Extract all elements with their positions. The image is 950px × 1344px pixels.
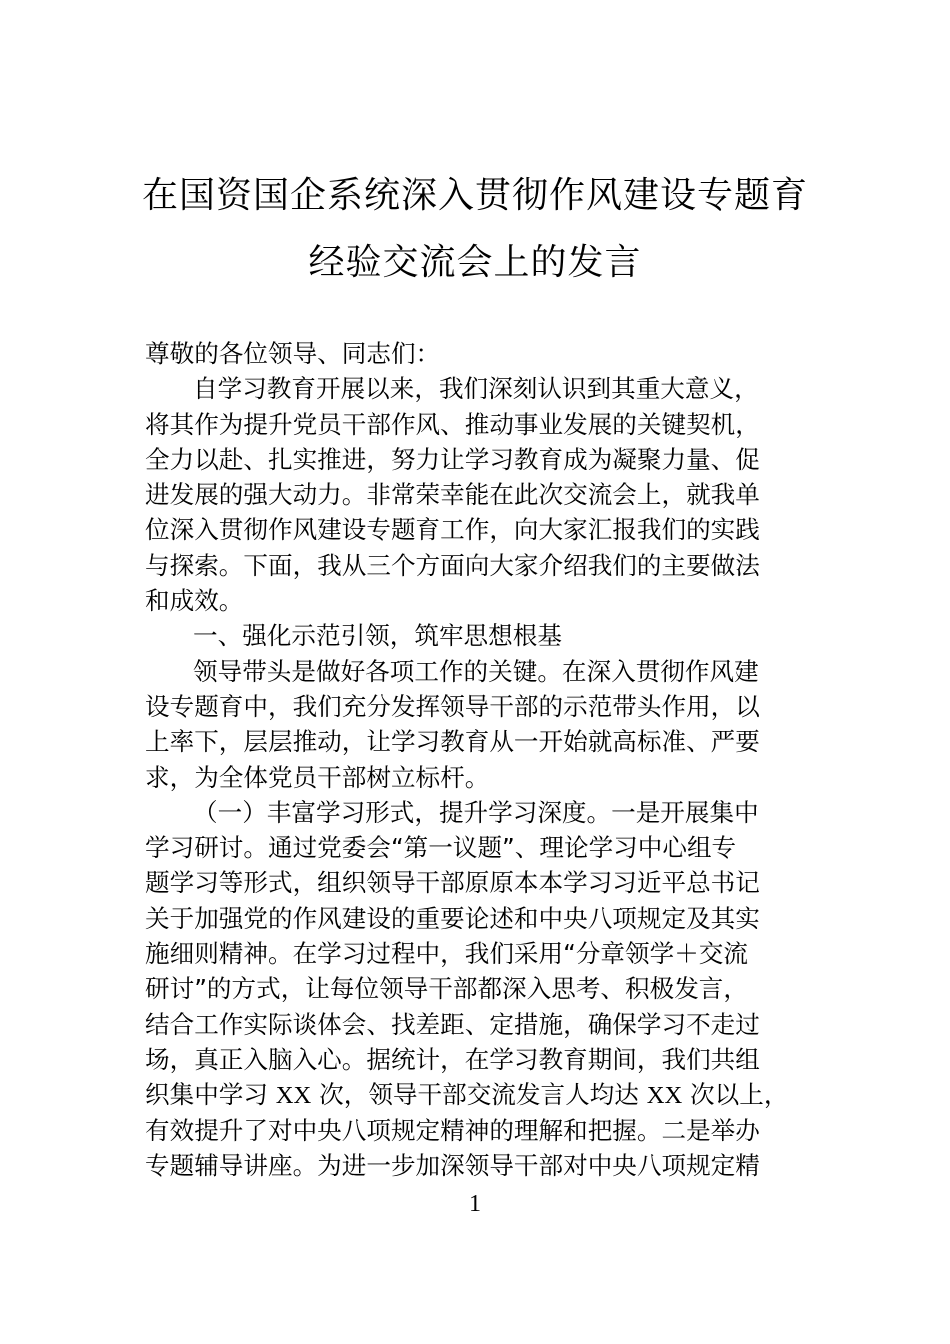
paragraph-line: 学习研讨。通过党委会“第一议题”、理论学习中心组专 bbox=[145, 833, 737, 863]
paragraph-line: 求，为全体党员干部树立标杆。 bbox=[145, 762, 490, 792]
paragraph-line: 将其作为提升党员干部作风、推动事业发展的关键契机， bbox=[145, 409, 760, 439]
paragraph-line: 有效提升了对中央八项规定精神的理解和把握。二是举办 bbox=[145, 1115, 760, 1145]
paragraph-line: 上率下，层层推动，让学习教育从一开始就高标准、严要 bbox=[145, 727, 760, 757]
document-body bbox=[145, 336, 810, 1183]
paragraph-line: 结合工作实际谈体会、找差距、定措施，确保学习不走过 bbox=[145, 1009, 760, 1039]
salutation: 尊敬的各位领导、同志们： bbox=[145, 339, 441, 368]
paragraph-line: 施细则精神。在学习过程中，我们采用“分章领学＋交流 bbox=[145, 939, 748, 969]
document-title-line-2: 经验交流会上的发言 bbox=[308, 242, 642, 283]
paragraph-line: 设专题育中，我们充分发挥领导干部的示范带头作用，以 bbox=[145, 691, 760, 721]
paragraph-line: 研讨”的方式，让每位领导干部都深入思考、积极发言， bbox=[145, 974, 748, 1004]
paragraph-line: 进发展的强大动力。非常荣幸能在此次交流会上，就我单 bbox=[145, 480, 760, 510]
paragraph-line: 全力以赴、扎实推进，努力让学习教育成为凝聚力量、促 bbox=[145, 444, 760, 474]
paragraph-line: 与探索。下面，我从三个方面向大家介绍我们的主要做法 bbox=[145, 550, 760, 580]
placeholder-number: XX bbox=[275, 1082, 312, 1110]
paragraph-line: 领导带头是做好各项工作的关键。在深入贯彻作风建 bbox=[193, 656, 759, 686]
page-number: 1 bbox=[469, 1191, 481, 1217]
section-heading: 一、强化示范引领，筑牢思想根基 bbox=[193, 621, 562, 651]
paragraph-line bbox=[145, 1077, 810, 1112]
paragraph-line: 关于加强党的作风建设的重要论述和中央八项规定及其实 bbox=[145, 903, 760, 933]
placeholder-number: XX bbox=[646, 1082, 683, 1110]
paragraph-line: （一）丰富学习形式，提升学习深度。一是开展集中 bbox=[193, 797, 759, 827]
paragraph-line: 专题辅导讲座。为进一步加深领导干部对中央八项规定精 bbox=[145, 1150, 760, 1180]
paragraph-line: 题学习等形式，组织领导干部原原本本学习习近平总书记 bbox=[145, 868, 760, 898]
paragraph-line: 场，真正入脑入心。据统计，在学习教育期间，我们共组 bbox=[145, 1044, 760, 1074]
paragraph-line: 位深入贯彻作风建设专题育工作，向大家汇报我们的实践 bbox=[145, 515, 760, 545]
text-segment: 次以上， bbox=[682, 1080, 789, 1110]
paragraph-line: 自学习教育开展以来，我们深刻认识到其重大意义， bbox=[193, 374, 759, 404]
document-title-line-1: 在国资国企系统深入贯彻作风建设专题育 bbox=[141, 175, 808, 216]
paragraph-line: 和成效。 bbox=[145, 586, 244, 616]
text-segment: 织集中学习 bbox=[145, 1080, 276, 1110]
text-segment: 次，领导干部交流发言人均达 bbox=[311, 1080, 647, 1110]
